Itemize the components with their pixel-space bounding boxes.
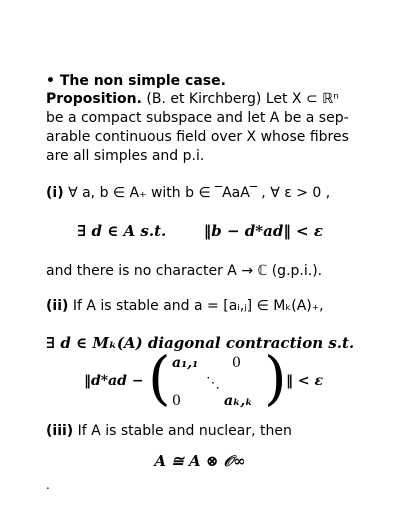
item-i-text: ∀ a, b ∈ A₊ with b ∈ ‾AaA‾ , ∀ ε > 0 ,	[68, 185, 331, 201]
item-ii-label: (ii)	[46, 298, 69, 314]
footer-dot: .	[46, 478, 50, 492]
matrix-expression	[84, 344, 344, 417]
matrix-dots: ⋱	[206, 375, 220, 391]
matrix-lhs: ‖d*ad −	[84, 373, 144, 389]
item-ii-text: If A is stable and a = [aᵢ,ⱼ] ∈ Mₖ(A)₊,	[72, 298, 324, 314]
item-iii-text: If A is stable and nuclear, then	[77, 423, 292, 439]
item-i-after: and there is no character A → ℂ (g.p.i.).	[46, 263, 323, 279]
section-heading	[46, 72, 226, 90]
item-i-formula-b: ‖b − d*ad‖ < ε	[203, 222, 323, 240]
proposition-line-4: are all simples and p.i.	[46, 148, 205, 164]
matrix-a12: 0	[232, 355, 241, 371]
proposition-line-3: arable continuous field over X whose fibres	[46, 129, 349, 145]
proposition-text-1: (B. et Kirchberg) Let X ⊂ ℝⁿ	[146, 91, 339, 107]
proposition-line-1	[46, 90, 339, 108]
item-ii	[46, 297, 324, 315]
matrix-rhs: ‖ < ε	[286, 373, 323, 389]
item-iii-formula	[0, 452, 400, 470]
matrix-a11: a₁,₁	[172, 355, 199, 371]
item-ii-formula-text: ∃ d ∈ Mₖ(A) diagonal contraction s.t.	[45, 334, 355, 352]
proposition-label: Proposition.	[46, 91, 142, 107]
item-iii-label: (iii)	[46, 423, 74, 439]
item-i-formula-a: ∃ d ∈ A s.t.	[77, 222, 167, 240]
item-i-formula	[0, 222, 400, 240]
item-iii	[46, 422, 292, 440]
item-i-label: (i)	[46, 185, 64, 201]
bullet: •	[46, 73, 55, 89]
heading-text: The non simple case.	[59, 73, 226, 89]
proposition-line-2: be a compact subspace and let A be a sep-	[46, 110, 349, 126]
item-i	[46, 184, 330, 202]
matrix-a21: 0	[172, 393, 181, 409]
right-paren: )	[264, 344, 287, 412]
item-iii-formula-text: A ≅ A ⊗ 𝒪∞	[154, 452, 246, 470]
left-paren: (	[148, 344, 171, 412]
matrix-akk: aₖ,ₖ	[224, 393, 253, 409]
